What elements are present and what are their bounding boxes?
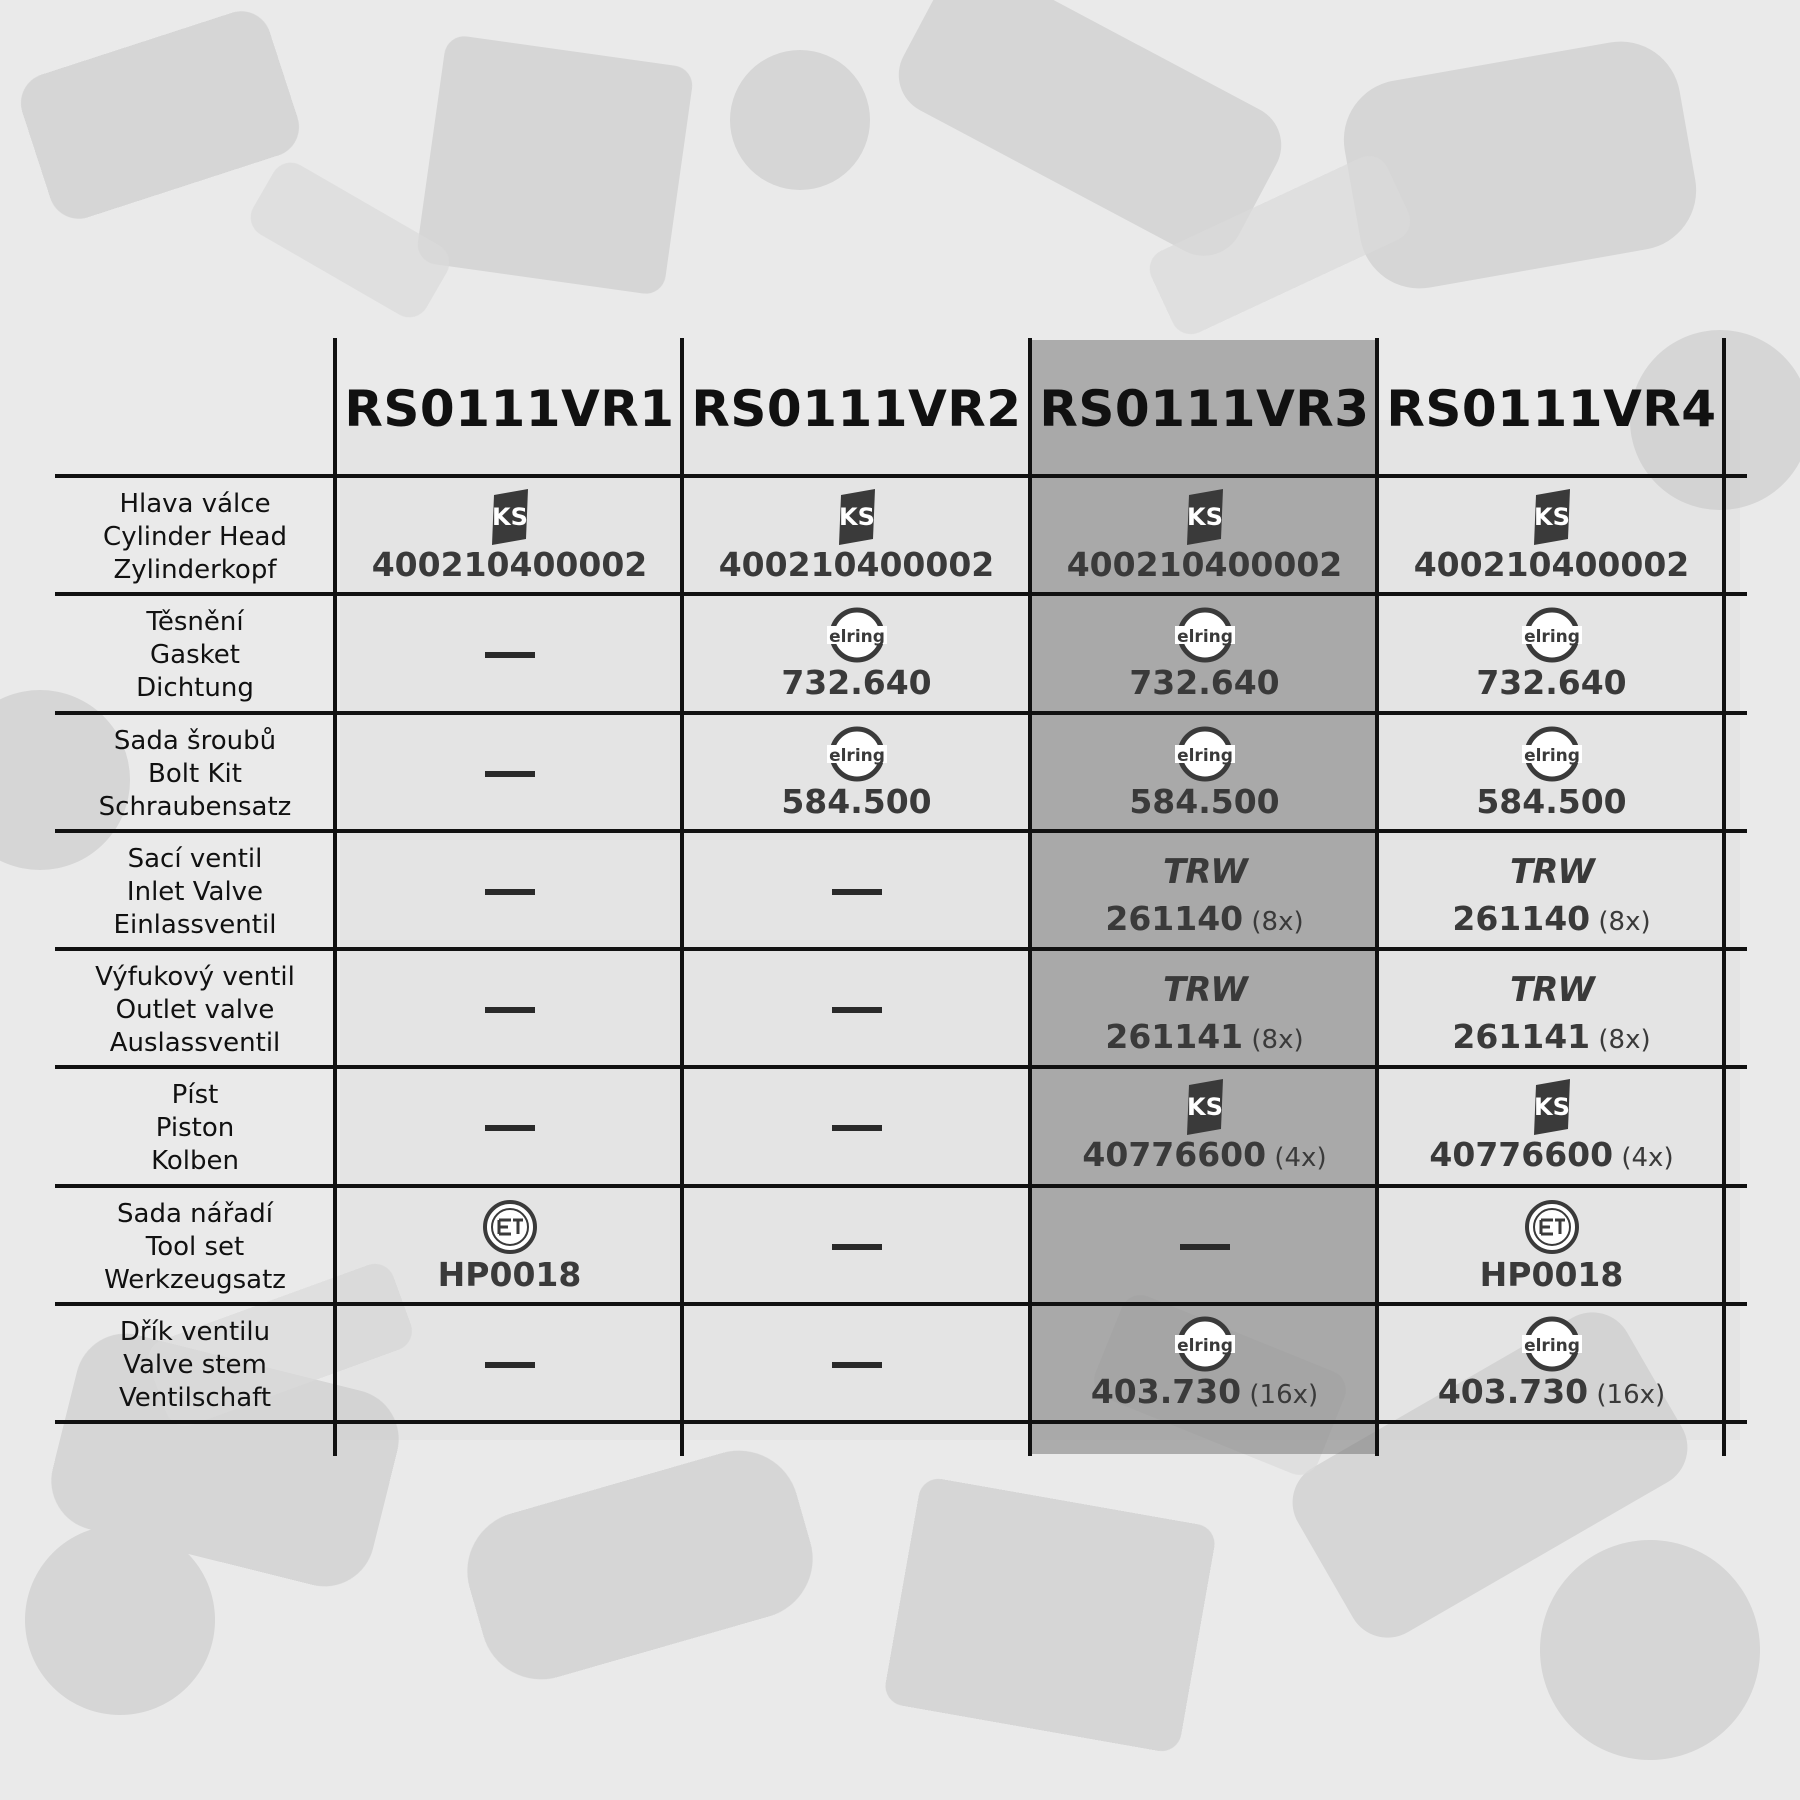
not-included-dash	[485, 1362, 535, 1368]
part-number	[1429, 1135, 1673, 1178]
brand-logo	[1183, 489, 1227, 545]
quantity: (16x)	[1588, 1379, 1666, 1410]
row-label-line: Outlet valve	[115, 994, 275, 1025]
row-label	[55, 596, 335, 714]
svg-text:KS: KS	[1186, 1092, 1223, 1121]
table-cell	[1032, 1306, 1377, 1424]
not-included-dash	[832, 1125, 882, 1131]
brand-logo	[1530, 489, 1574, 545]
part-number-value: 732.640	[1476, 663, 1627, 702]
part-number-value: 584.500	[1129, 782, 1280, 821]
table-cell	[1379, 1188, 1724, 1306]
svg-text:TRW: TRW	[1162, 969, 1247, 1009]
table-cell	[337, 478, 682, 596]
not-included-dash	[485, 889, 535, 895]
row-label-line: Zylinderkopf	[113, 554, 277, 585]
row-label-line: Ventilschaft	[118, 1382, 272, 1413]
elring-logo-icon	[1519, 1316, 1585, 1372]
brand-logo	[1157, 961, 1253, 1017]
et-logo-icon	[1523, 1198, 1581, 1256]
not-included-dash	[832, 889, 882, 895]
svg-text:TRW: TRW	[1509, 969, 1594, 1009]
brand-logo	[1172, 1316, 1238, 1372]
table-cell	[1379, 1069, 1724, 1187]
part-number	[1438, 1372, 1665, 1415]
brand-logo	[1504, 843, 1600, 899]
not-included-dash	[832, 1244, 882, 1250]
not-included-dash	[485, 771, 535, 777]
svg-text:elring: elring	[1176, 746, 1233, 766]
elring-logo-icon	[824, 607, 890, 663]
ks-logo-icon	[488, 487, 532, 547]
row-label-line: Piston	[155, 1112, 235, 1143]
row-label-line: Schraubensatz	[98, 791, 292, 822]
quantity: (4x)	[1613, 1142, 1674, 1173]
part-number-value: 732.640	[781, 663, 932, 702]
table-cell	[684, 596, 1029, 714]
not-included-dash	[1180, 1244, 1230, 1250]
brand-logo	[1523, 1199, 1581, 1255]
row-label	[55, 833, 335, 951]
table-cell	[684, 1069, 1029, 1187]
elring-logo-icon	[1172, 726, 1238, 782]
part-number-value: 584.500	[781, 782, 932, 821]
part-number	[1452, 899, 1650, 942]
row-label-line: Sací ventil	[127, 843, 263, 874]
quantity: (8x)	[1243, 906, 1304, 937]
part-number	[1082, 1135, 1326, 1178]
row-label-line: Inlet Valve	[126, 876, 264, 907]
part-number-value: HP0018	[437, 1255, 582, 1294]
row-label-line: Kolben	[151, 1145, 239, 1176]
not-included-dash	[832, 1007, 882, 1013]
svg-text:elring: elring	[1523, 1335, 1580, 1356]
part-number-value: 403.730	[1437, 1371, 1589, 1411]
row-label	[55, 951, 335, 1069]
svg-text:elring: elring	[828, 746, 885, 766]
table-cell	[1379, 596, 1724, 714]
table-cell	[1379, 715, 1724, 833]
table-cell	[1379, 833, 1724, 951]
table-cell	[684, 951, 1029, 1069]
table-cell	[1379, 951, 1724, 1069]
part-number-value: 40776600	[1429, 1134, 1614, 1174]
part-number	[372, 545, 648, 585]
part-number	[1129, 782, 1279, 822]
table-cell	[1379, 1306, 1724, 1424]
table-cell	[337, 951, 682, 1069]
part-number	[1480, 1255, 1624, 1295]
column-header: RS0111VR4	[1386, 380, 1717, 438]
table-cell	[337, 1306, 682, 1424]
part-number-value: 261140	[1452, 898, 1591, 938]
et-logo-icon	[481, 1198, 539, 1256]
row-label-line: Auslassventil	[109, 1027, 281, 1058]
row-label-line: Těsnění	[146, 606, 244, 637]
brand-logo	[1530, 1079, 1574, 1135]
brand-logo	[1519, 726, 1585, 782]
row-label-line: Výfukový ventil	[95, 961, 295, 992]
row-label	[55, 715, 335, 833]
elring-logo-icon	[1519, 726, 1585, 782]
part-number	[1105, 1017, 1303, 1060]
part-number-value: 261140	[1105, 898, 1244, 938]
not-included-dash	[485, 1007, 535, 1013]
table-cell	[684, 1306, 1029, 1424]
table-cell	[337, 833, 682, 951]
quantity: (16x)	[1241, 1379, 1319, 1410]
part-number	[719, 545, 995, 585]
brand-logo	[481, 1199, 539, 1255]
part-number	[1105, 899, 1303, 942]
table-cell	[684, 1188, 1029, 1306]
quantity: (8x)	[1590, 1024, 1651, 1055]
svg-text:TRW: TRW	[1509, 851, 1594, 891]
row-label-line: Einlassventil	[113, 909, 277, 940]
table-cell	[684, 478, 1029, 596]
ks-logo-icon	[1183, 487, 1227, 547]
brand-logo	[1157, 843, 1253, 899]
part-number	[781, 663, 931, 703]
svg-text:elring: elring	[1176, 1335, 1233, 1356]
row-label-line: Werkzeugsatz	[104, 1264, 286, 1295]
part-number	[1129, 663, 1279, 703]
part-number-value: 400210400002	[1066, 545, 1343, 584]
trw-logo-icon	[1157, 969, 1253, 1009]
svg-text:KS: KS	[1186, 503, 1223, 531]
svg-text:TRW: TRW	[1162, 851, 1247, 891]
trw-logo-icon	[1504, 851, 1600, 891]
part-number-value: 400210400002	[1413, 545, 1690, 584]
part-number-value: HP0018	[1479, 1255, 1624, 1294]
row-label	[55, 478, 335, 596]
table-cell	[1032, 951, 1377, 1069]
brand-logo	[824, 726, 890, 782]
quantity: (8x)	[1243, 1024, 1304, 1055]
brand-logo	[1172, 726, 1238, 782]
table-cell	[1032, 833, 1377, 951]
brand-logo	[835, 489, 879, 545]
ks-logo-icon	[1530, 487, 1574, 547]
svg-text:KS: KS	[838, 503, 875, 531]
trw-logo-icon	[1504, 969, 1600, 1009]
table-cell	[684, 715, 1029, 833]
table-cell	[1379, 478, 1724, 596]
brand-logo	[1519, 1316, 1585, 1372]
brand-logo	[1183, 1079, 1227, 1135]
elring-logo-icon	[824, 726, 890, 782]
row-label	[55, 1188, 335, 1306]
brand-logo	[1172, 607, 1238, 663]
part-number	[1414, 545, 1690, 585]
elring-logo-icon	[1172, 1316, 1238, 1372]
row-label-line: Píst	[171, 1079, 219, 1110]
part-number	[1091, 1372, 1318, 1415]
row-label-line: Cylinder Head	[103, 521, 287, 552]
table-cell	[337, 596, 682, 714]
table-cell	[1032, 1069, 1377, 1187]
table-cell	[1032, 478, 1377, 596]
brand-logo	[824, 607, 890, 663]
row-label-line: Valve stem	[123, 1349, 267, 1380]
part-number-value: 400210400002	[371, 545, 648, 584]
column-header: RS0111VR2	[691, 380, 1022, 438]
row-label	[55, 1306, 335, 1424]
ks-logo-icon	[835, 487, 879, 547]
table-cell	[337, 715, 682, 833]
row-label-line: Tool set	[145, 1231, 245, 1262]
table-cell	[684, 833, 1029, 951]
elring-logo-icon	[1172, 607, 1238, 663]
svg-text:KS: KS	[1533, 1092, 1570, 1121]
svg-text:elring: elring	[828, 627, 885, 647]
column-header: RS0111VR1	[344, 380, 675, 438]
row-label-line: Gasket	[150, 639, 240, 670]
part-number-value: 584.500	[1476, 782, 1627, 821]
part-number	[438, 1255, 582, 1295]
not-included-dash	[485, 1125, 535, 1131]
part-number	[1476, 663, 1626, 703]
column-header: RS0111VR3	[1039, 380, 1370, 438]
part-number-value: 403.730	[1090, 1371, 1242, 1411]
row-label-line: Sada nářadí	[117, 1198, 273, 1229]
brand-logo	[1504, 961, 1600, 1017]
row-label	[55, 1069, 335, 1187]
brand-logo	[488, 489, 532, 545]
part-number	[1476, 782, 1626, 822]
not-included-dash	[832, 1362, 882, 1368]
row-label-line: Dichtung	[136, 672, 254, 703]
elring-logo-icon	[1519, 607, 1585, 663]
row-label-line: Hlava válce	[119, 488, 271, 519]
ks-logo-icon	[1183, 1077, 1227, 1137]
row-label-line: Sada šroubů	[113, 725, 277, 756]
table-cell	[337, 1188, 682, 1306]
table-cell	[337, 1069, 682, 1187]
row-label-line: Dřík ventilu	[119, 1316, 271, 1347]
part-number	[1067, 545, 1343, 585]
not-included-dash	[485, 652, 535, 658]
part-number-value: 400210400002	[718, 545, 995, 584]
part-number-value: 261141	[1452, 1016, 1591, 1056]
quantity: (4x)	[1266, 1142, 1327, 1173]
table-cell	[1032, 596, 1377, 714]
table-cell	[1032, 715, 1377, 833]
table-cell	[1032, 1188, 1377, 1306]
part-number	[1452, 1017, 1650, 1060]
part-number-value: 732.640	[1129, 663, 1280, 702]
ks-logo-icon	[1530, 1077, 1574, 1137]
row-label-line: Bolt Kit	[148, 758, 242, 789]
svg-text:elring: elring	[1523, 746, 1580, 766]
svg-text:elring: elring	[1176, 627, 1233, 647]
trw-logo-icon	[1157, 851, 1253, 891]
svg-text:elring: elring	[1523, 627, 1580, 647]
part-number-value: 261141	[1105, 1016, 1244, 1056]
quantity: (8x)	[1590, 906, 1651, 937]
svg-text:KS: KS	[491, 503, 528, 531]
part-number	[781, 782, 931, 822]
svg-text:KS: KS	[1533, 503, 1570, 531]
part-number-value: 40776600	[1082, 1134, 1267, 1174]
brand-logo	[1519, 607, 1585, 663]
